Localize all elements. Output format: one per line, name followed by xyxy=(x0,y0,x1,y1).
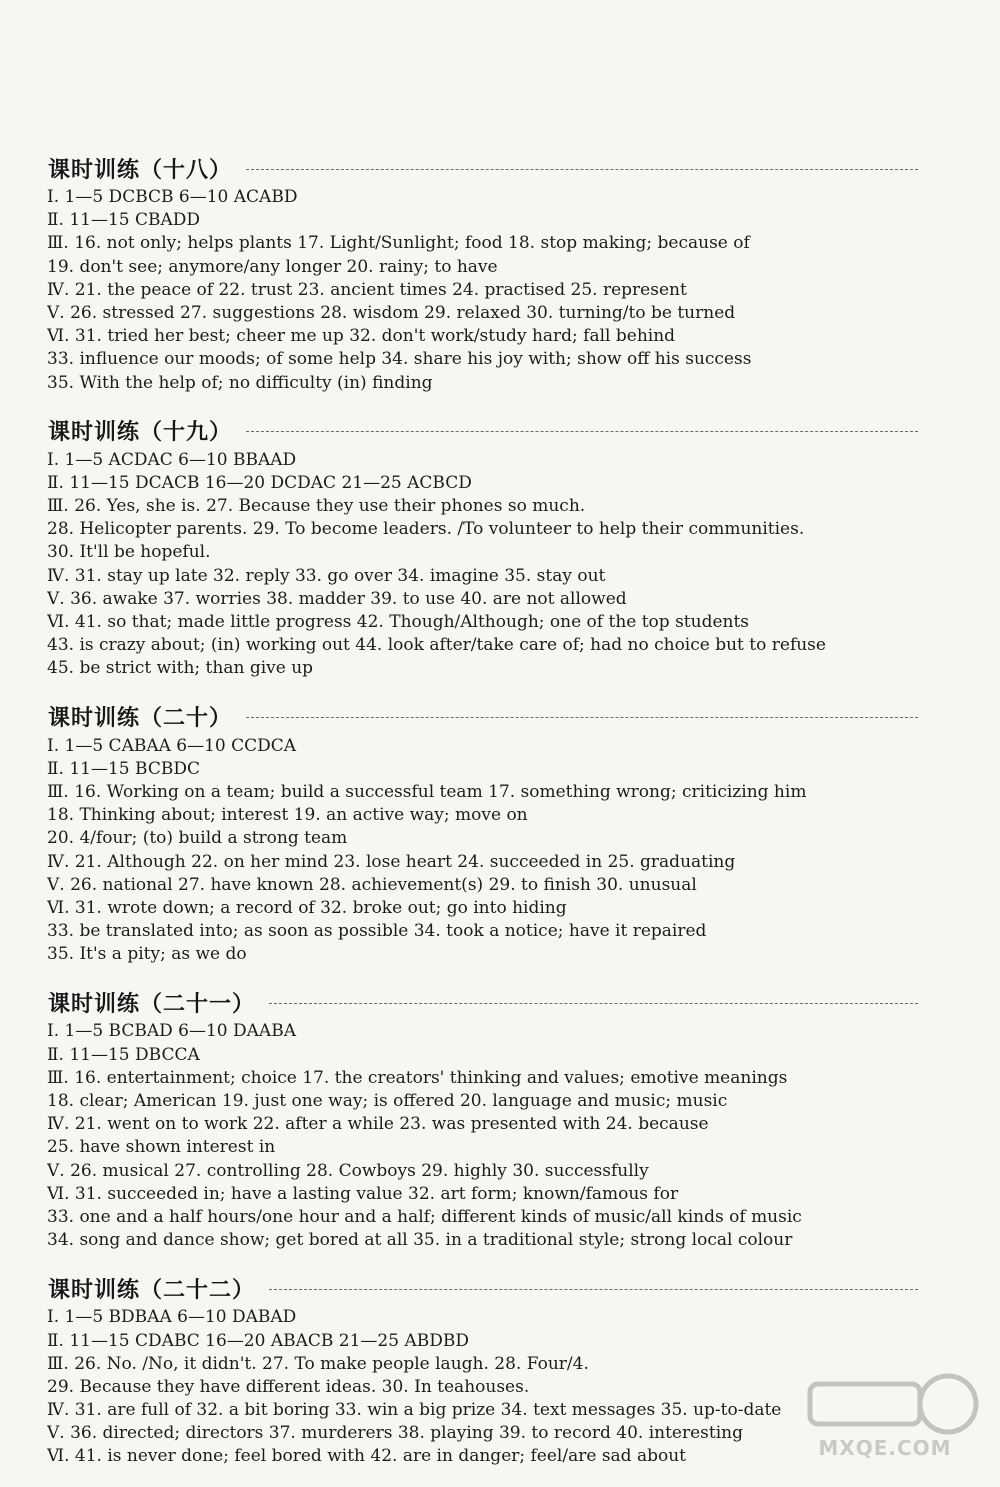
answer-line: 28. Helicopter parents. 29. To become leaders. /To volunteer to help their communities. xyxy=(47,519,805,540)
answer-line: 45. be strict with; than give up xyxy=(47,658,314,679)
answer-key-page xyxy=(0,150,1000,1487)
answer-line: Ⅲ. 16. entertainment; choice 17. the creators' thinking and values; emotive meanings xyxy=(47,1067,788,1088)
answer-line: Ⅳ. 21. went on to work 22. after a while 23. was presented with 24. because xyxy=(47,1114,709,1135)
section-heading xyxy=(48,984,918,1020)
answer-line: Ⅰ. 1—5 CABAA 6—10 CCDCA xyxy=(47,735,297,756)
answer-line: Ⅵ. 41. is never done; feel bored with 42. are in danger; feel/are sad about xyxy=(47,1446,686,1467)
section-heading xyxy=(48,413,918,449)
answer-line: Ⅴ. 36. directed; directors 37. murderers 38. playing 39. to record 40. interesting xyxy=(47,1423,743,1444)
answer-line: 20. 4/four; (to) build a strong team xyxy=(47,828,348,849)
answer-line: 29. Because they have different ideas. 30. In teahouses. xyxy=(47,1376,530,1397)
answer-line: 30. It'll be hopeful. xyxy=(47,542,211,563)
answer-line: 18. Thinking about; interest 19. an active way; move on xyxy=(47,805,528,826)
answer-line: Ⅱ. 11—15 DBCCA xyxy=(47,1044,200,1065)
section-lesson-19 xyxy=(0,413,1000,681)
answer-line: Ⅲ. 26. Yes, she is. 27. Because they use their phones so much. xyxy=(47,496,586,517)
answer-line: 33. one and a half hours/one hour and a half; different kinds of music/all kinds of music xyxy=(47,1206,802,1227)
answer-line: Ⅰ. 1—5 BDBAA 6—10 DABAD xyxy=(47,1307,297,1328)
answer-line: Ⅴ. 26. stressed 27. suggestions 28. wisdom 29. relaxed 30. turning/to be turned xyxy=(47,302,736,323)
answer-line: Ⅰ. 1—5 DCBCB 6—10 ACABD xyxy=(47,187,298,207)
dotted-divider xyxy=(246,431,918,432)
answer-line: Ⅲ. 16. Working on a team; build a successful team 17. something wrong; criticizing him xyxy=(47,781,807,802)
answer-line: 35. It's a pity; as we do xyxy=(47,944,247,965)
answer-line: Ⅵ. 31. wrote down; a record of 32. broke out; go into hiding xyxy=(47,897,567,918)
answer-line: 43. is crazy about; (in) working out 44. look after/take care of; had no choice but to refuse xyxy=(47,635,826,656)
answer-line: Ⅲ. 26. No. /No, it didn't. 27. To make people laugh. 28. Four/4. xyxy=(47,1353,589,1374)
answer-line: Ⅰ. 1—5 ACDAC 6—10 BBAAD xyxy=(47,449,297,470)
answer-line: Ⅳ. 21. the peace of 22. trust 23. ancient times 24. practised 25. represent xyxy=(47,279,687,300)
answer-line: Ⅳ. 31. are full of 32. a bit boring 33. win a big prize 34. text messages 35. up-to-date xyxy=(47,1400,782,1421)
section-title: 课时训练（二十二） xyxy=(48,1277,256,1303)
answer-line: Ⅲ. 16. not only; helps plants 17. Light/Sunlight; food 18. stop making; because of xyxy=(47,233,750,254)
answer-line: Ⅵ. 41. so that; made little progress 42. Though/Although; one of the top students xyxy=(47,612,750,632)
section-heading xyxy=(48,699,918,735)
answer-line: Ⅰ. 1—5 BCBAD 6—10 DAABA xyxy=(47,1021,296,1042)
section-heading xyxy=(48,150,918,186)
section-lesson-20 xyxy=(0,699,1000,967)
watermark-logo xyxy=(790,1370,980,1460)
answer-line: Ⅳ. 21. Although 22. on her mind 23. lose heart 24. succeeded in 25. graduating xyxy=(47,851,736,872)
answer-line: 35. With the help of; no difficulty (in) finding xyxy=(47,372,433,393)
answer-line: Ⅴ. 26. national 27. have known 28. achievement(s) 29. to finish 30. unusual xyxy=(47,874,697,895)
answer-line: Ⅱ. 11—15 DCACB 16—20 DCDAC 21—25 ACBCD xyxy=(47,472,472,493)
dotted-divider xyxy=(246,169,918,170)
answer-line: Ⅵ. 31. tried her best; cheer me up 32. don't work/study hard; fall behind xyxy=(47,326,676,347)
answer-line: 19. don't see; anymore/any longer 20. rainy; to have xyxy=(47,256,498,277)
watermark-emblem-icon xyxy=(790,1370,980,1440)
section-title: 课时训练（二十一） xyxy=(48,991,256,1017)
answer-line: 33. influence our moods; of some help 34. share his joy with; show off his success xyxy=(47,349,752,370)
answer-line: 18. clear; American 19. just one way; is offered 20. language and music; music xyxy=(47,1091,728,1111)
answer-line: Ⅱ. 11—15 CDABC 16—20 ABACB 21—25 ABDBD xyxy=(47,1330,469,1351)
dotted-divider xyxy=(269,1003,918,1004)
dotted-divider xyxy=(269,1289,918,1290)
answer-line: Ⅵ. 31. succeeded in; have a lasting value 32. art form; known/famous for xyxy=(47,1183,679,1204)
section-lesson-18 xyxy=(0,150,1000,395)
answer-line: Ⅱ. 11—15 CBADD xyxy=(47,210,201,231)
answer-line: 25. have shown interest in xyxy=(47,1137,276,1158)
watermark-text: MXQE.COM xyxy=(818,1436,952,1460)
section-title: 课时训练（二十） xyxy=(48,706,233,732)
section-heading xyxy=(48,1270,918,1306)
answer-line: Ⅴ. 36. awake 37. worries 38. madder 39. to use 40. are not allowed xyxy=(47,588,627,609)
section-lesson-21 xyxy=(0,984,1000,1252)
dotted-divider xyxy=(246,717,918,718)
section-title: 课时训练（十九） xyxy=(48,420,233,446)
answer-line: Ⅳ. 31. stay up late 32. reply 33. go over 34. imagine 35. stay out xyxy=(47,565,606,586)
answer-line: 34. song and dance show; get bored at all 35. in a traditional style; strong local colour xyxy=(47,1230,793,1251)
answer-line: Ⅴ. 26. musical 27. controlling 28. Cowboys 29. highly 30. successfully xyxy=(47,1160,649,1181)
answer-line: Ⅱ. 11—15 BCBDC xyxy=(47,758,200,779)
answer-line: 33. be translated into; as soon as possible 34. took a notice; have it repaired xyxy=(47,921,707,942)
section-title: 课时训练（十八） xyxy=(48,157,233,183)
